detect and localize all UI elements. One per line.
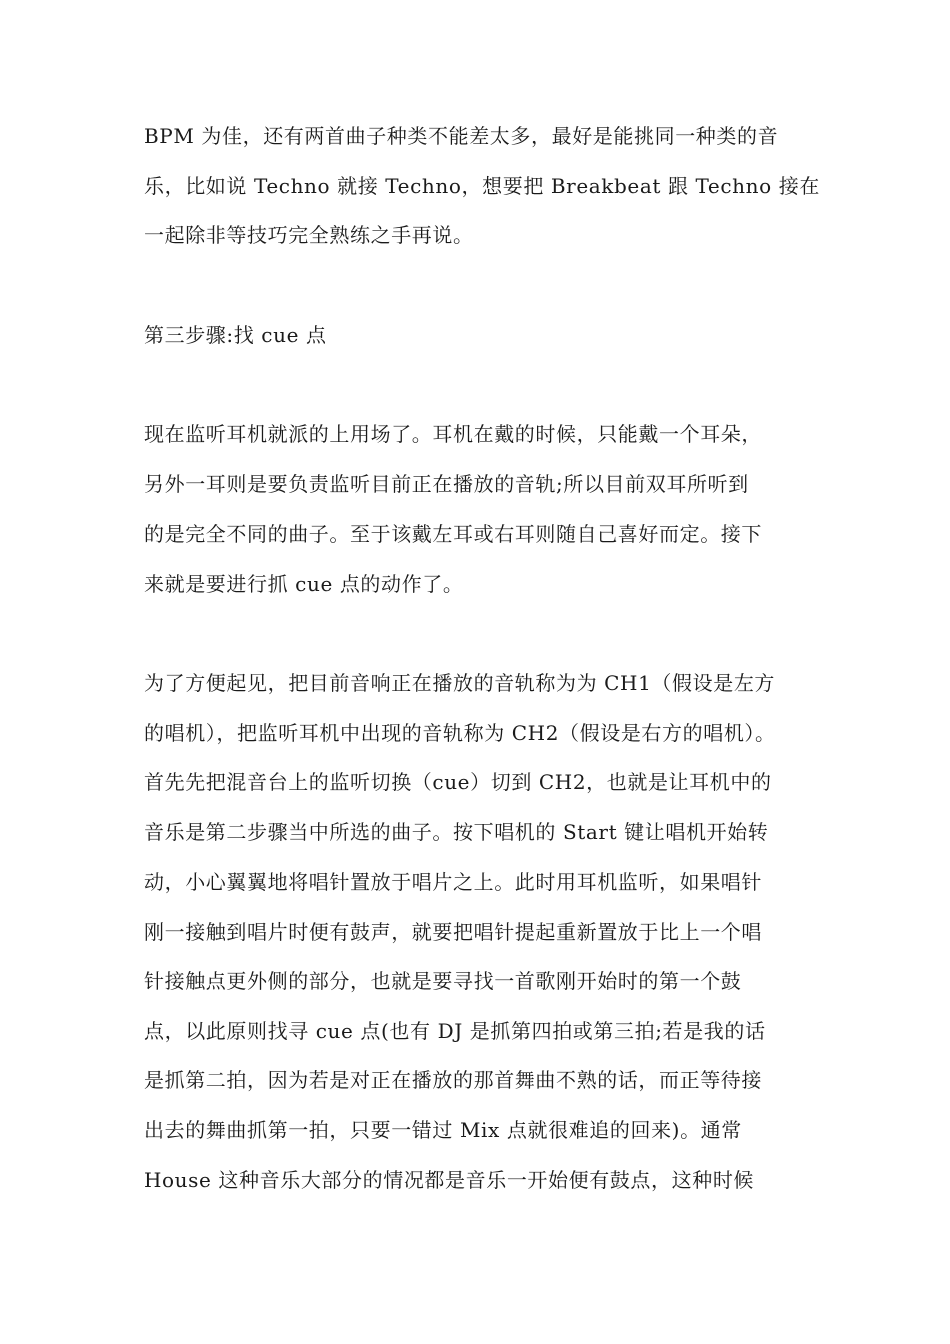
paragraph-3-line-4: 音乐是第二步骤当中所选的曲子。按下唱机的 Start 键让唱机开始转 [144, 820, 769, 844]
paragraph-3-line-3: 首先先把混音台上的监听切换（cue）切到 CH2，也就是让耳机中的 [144, 770, 772, 794]
paragraph-1-line-2: 乐，比如说 Techno 就接 Techno，想要把 Breakbeat 跟 Techno 接在 [144, 174, 820, 198]
paragraph-1-line-1: BPM 为佳，还有两首曲子种类不能差太多，最好是能挑同一种类的音 [144, 124, 779, 148]
paragraph-2-line-4: 来就是要进行抓 cue 点的动作了。 [144, 572, 464, 596]
paragraph-3-line-1: 为了方便起见，把目前音响正在播放的音轨称为为 CH1（假设是左方 [144, 671, 776, 695]
paragraph-1-line-3: 一起除非等技巧完全熟练之手再说。 [144, 223, 474, 247]
paragraph-3-line-10: 出去的舞曲抓第一拍，只要一错过 Mix 点就很难追的回来)。通常 [144, 1118, 742, 1142]
paragraph-3-line-6: 刚一接触到唱片时便有鼓声，就要把唱针提起重新置放于比上一个唱 [144, 920, 762, 944]
paragraph-2-line-3: 的是完全不同的曲子。至于该戴左耳或右耳则随自己喜好而定。接下 [144, 522, 762, 546]
paragraph-2-line-1: 现在监听耳机就派的上用场了。耳机在戴的时候，只能戴一个耳朵， [144, 422, 762, 446]
paragraph-3-line-5: 动，小心翼翼地将唱针置放于唱片之上。此时用耳机监听，如果唱针 [144, 870, 762, 894]
paragraph-3-line-9: 是抓第二拍，因为若是对正在播放的那首舞曲不熟的话，而正等待接 [144, 1068, 762, 1092]
paragraph-2-line-2: 另外一耳则是要负责监听目前正在播放的音轨;所以目前双耳所听到 [144, 472, 749, 496]
paragraph-3-line-8: 点，以此原则找寻 cue 点(也有 DJ 是抓第四拍或第三拍;若是我的话 [144, 1019, 766, 1043]
paragraph-3-line-2: 的唱机），把监听耳机中出现的音轨称为 CH2（假设是右方的唱机）。 [144, 721, 776, 745]
paragraph-3-line-11: House 这种音乐大部分的情况都是音乐一开始便有鼓点，这种时候 [144, 1168, 755, 1192]
section-heading: 第三步骤:找 cue 点 [144, 323, 327, 347]
paragraph-3-line-7: 针接触点更外侧的部分，也就是要寻找一首歌刚开始时的第一个鼓 [144, 969, 742, 993]
